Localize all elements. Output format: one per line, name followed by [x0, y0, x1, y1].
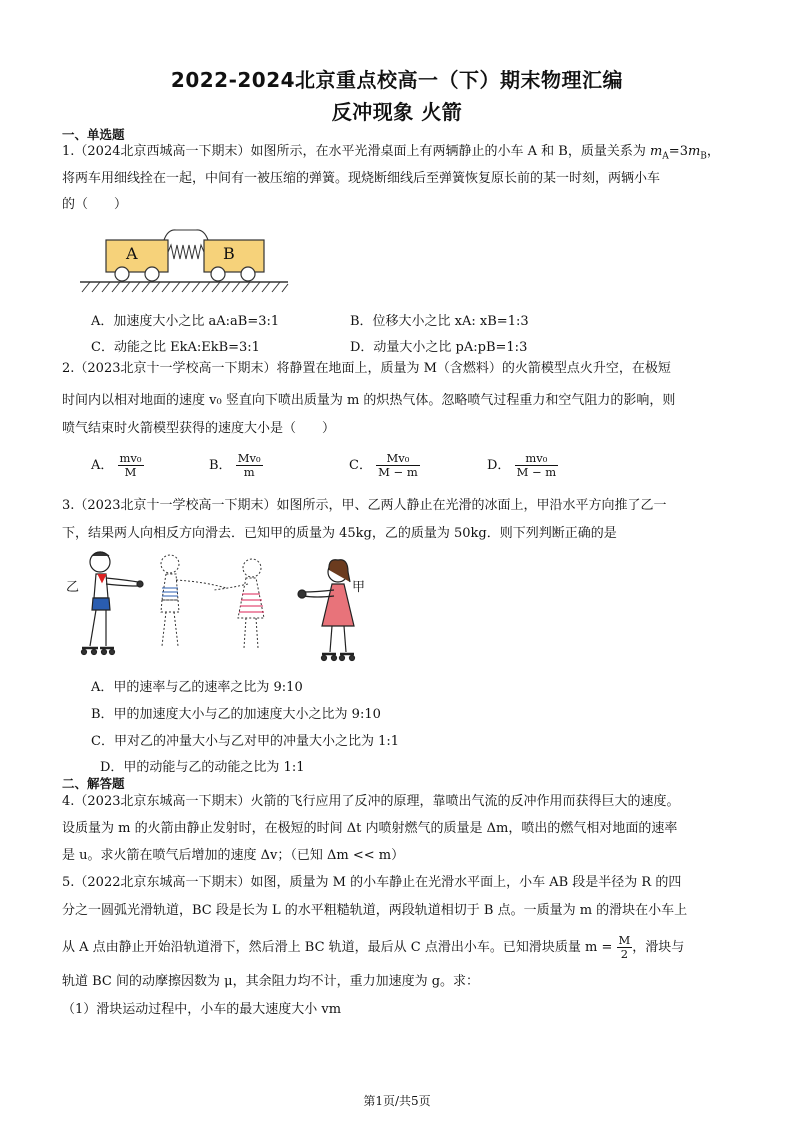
section-heading-answer: 二、解答题: [62, 776, 125, 791]
compressed-spring: [168, 245, 204, 259]
q1-line-3: 的（ ）: [62, 197, 128, 212]
q2-option-b-denominator: m: [243, 465, 255, 479]
q3-option-b[interactable]: B．甲的加速度大小与乙的加速度大小之比为 9:10: [91, 707, 381, 722]
q5-fraction-numerator: M: [618, 933, 631, 947]
ground-hatching: [82, 282, 288, 292]
q4-line-1: 4.（2023北京东城高一下期末）火箭的飞行应用了反冲的原理，靠喷出气流的反冲作用而获得巨大的速度。: [62, 794, 680, 809]
q2-option-a-label: A．: [91, 458, 114, 473]
q2-option-c-fraction: [376, 452, 420, 479]
q1-mass-relation: =3: [668, 144, 688, 159]
q2-option-d[interactable]: [487, 452, 558, 479]
q2-option-a-denominator: M: [124, 465, 137, 479]
q5-line-3-end: ，滑块与: [632, 940, 685, 955]
q2-option-b-label: B．: [209, 458, 232, 473]
q4-line-2: 设质量为 m 的火箭由静止发射时，在极短的时间 Δt 内喷射燃气的质量是 Δm，喷出的燃气相对地面的速率: [62, 821, 678, 836]
q2-option-d-fraction: [515, 452, 559, 479]
q1-option-c[interactable]: C．动能之比 EkA:EkB=3:1: [91, 340, 260, 355]
figure-label-jia: 甲: [352, 580, 366, 595]
q1-mass-symbol-a: m: [649, 144, 663, 159]
q1-mass-symbol-b: m: [687, 144, 701, 159]
q2-option-c-denominator: M − m: [378, 465, 418, 479]
q1-option-a[interactable]: A．加速度大小之比 aA:aB=3:1: [91, 314, 280, 329]
thread: [164, 230, 208, 240]
q1-line-1-text: 1.（2024北京西城高一下期末）如图所示，在水平光滑桌面上有两辆静止的小车 A 和 B，质量关系为: [62, 144, 650, 159]
q2-option-b-fraction: [236, 452, 263, 479]
page-title: 2022-2024北京重点校高一（下）期末物理汇编: [170, 68, 624, 92]
q5-line-3: [62, 934, 684, 961]
page-subtitle: 反冲现象 火箭: [331, 100, 463, 124]
cart-a-wheel-left: [115, 267, 129, 281]
q2-option-d-denominator: M − m: [516, 465, 557, 479]
q1-subscript-a: A: [662, 151, 669, 162]
skater-jia: [298, 560, 355, 661]
q2-option-c[interactable]: [349, 452, 420, 479]
cart-b-label: B: [223, 244, 235, 263]
carts-spring-figure: [76, 226, 290, 296]
skaters-figure: [66, 548, 378, 666]
q2-option-c-label: C．: [349, 458, 372, 473]
q2-option-c-numerator: Mv₀: [376, 452, 420, 466]
q1-subscript-b: B: [700, 151, 707, 162]
q2-option-b-numerator: Mv₀: [237, 451, 261, 465]
q3-option-c[interactable]: C．甲对乙的冲量大小与乙对甲的冲量大小之比为 1:1: [91, 734, 400, 749]
q2-option-d-numerator: mv₀: [515, 452, 559, 466]
q1-line-2: 将两车用细线拴在一起，中间有一被压缩的弹簧。现烧断细线后至弹簧恢复原长前的某一时刻，两辆小车: [62, 171, 661, 186]
q1-line-1: [62, 145, 720, 164]
page-number: 第1页/共5页: [363, 1094, 431, 1108]
q1-option-b[interactable]: B．位移大小之比 xA: xB=1:3: [350, 314, 529, 329]
skater-jia-ghost: [214, 559, 264, 648]
q2-option-d-label: D．: [487, 458, 511, 473]
q2-option-a[interactable]: [91, 452, 144, 479]
q3-line-1: 3.（2023北京十一学校高一下期末）如图所示，甲、乙两人静止在光滑的冰面上，甲沿水平方向推了乙一: [62, 498, 667, 513]
q5-sub-question-1: （1）滑块运动过程中，小车的最大速度大小 vm: [62, 1002, 342, 1017]
skater-yi-ghost: [161, 555, 226, 646]
section-heading-single-choice: 一、单选题: [62, 127, 125, 142]
q1-line-1-end: ，: [706, 144, 720, 159]
q3-option-a[interactable]: A．甲的速率与乙的速率之比为 9:10: [91, 680, 303, 695]
q5-line-2: 分之一圆弧光滑轨道，BC 段是长为 L 的水平粗糙轨道，两段轨道相切于 B 点。一质量为 m 的滑块在小车上: [62, 903, 688, 918]
q2-line-3: 喷气结束时火箭模型获得的速度大小是（ ）: [62, 421, 336, 436]
q2-line-2: 时间内以相对地面的速度 v₀ 竖直向下喷出质量为 m 的炽热气体。忽略喷气过程重力和空气阻力的影响，则: [62, 393, 676, 408]
q2-line-1: 2.（2023北京十一学校高一下期末）将静置在地面上，质量为 M（含燃料）的火箭模型点火升空，在极短: [62, 361, 671, 376]
skater-yi: [82, 552, 144, 655]
q4-line-3: 是 u。求火箭在喷气后增加的速度 Δv；（已知 Δm << m）: [62, 848, 405, 863]
cart-a-label: A: [126, 244, 138, 263]
figure-label-yi: 乙: [66, 580, 80, 595]
cart-b-wheel-right: [241, 267, 255, 281]
q5-fraction-denominator: 2: [620, 947, 629, 961]
q3-line-2: 下，结果两人向相反方向滑去．已知甲的质量为 45kg，乙的质量为 50kg．则下列判断正确的是: [62, 526, 617, 541]
q5-line-4: 轨道 BC 间的动摩擦因数为 μ，其余阻力均不计，重力加速度为 g。求：: [62, 974, 480, 989]
cart-a-wheel-right: [145, 267, 159, 281]
q3-option-d[interactable]: D．甲的动能与乙的动能之比为 1:1: [100, 760, 305, 775]
q5-mass-fraction: [617, 934, 633, 961]
cart-b-wheel-left: [211, 267, 225, 281]
q2-option-b[interactable]: [209, 452, 263, 479]
q2-option-a-fraction: [118, 452, 144, 479]
q1-option-d[interactable]: D．动量大小之比 pA:pB=1:3: [350, 340, 528, 355]
q2-option-a-numerator: mv₀: [119, 451, 142, 465]
q5-line-1: 5.（2022北京东城高一下期末）如图，质量为 M 的小车静止在光滑水平面上，小车 AB 段是半径为 R 的四: [62, 875, 682, 890]
q5-line-3-text: 从 A 点由静止开始沿轨道滑下，然后滑上 BC 轨道，最后从 C 点滑出小车。已知滑块质量 m =: [62, 940, 613, 955]
